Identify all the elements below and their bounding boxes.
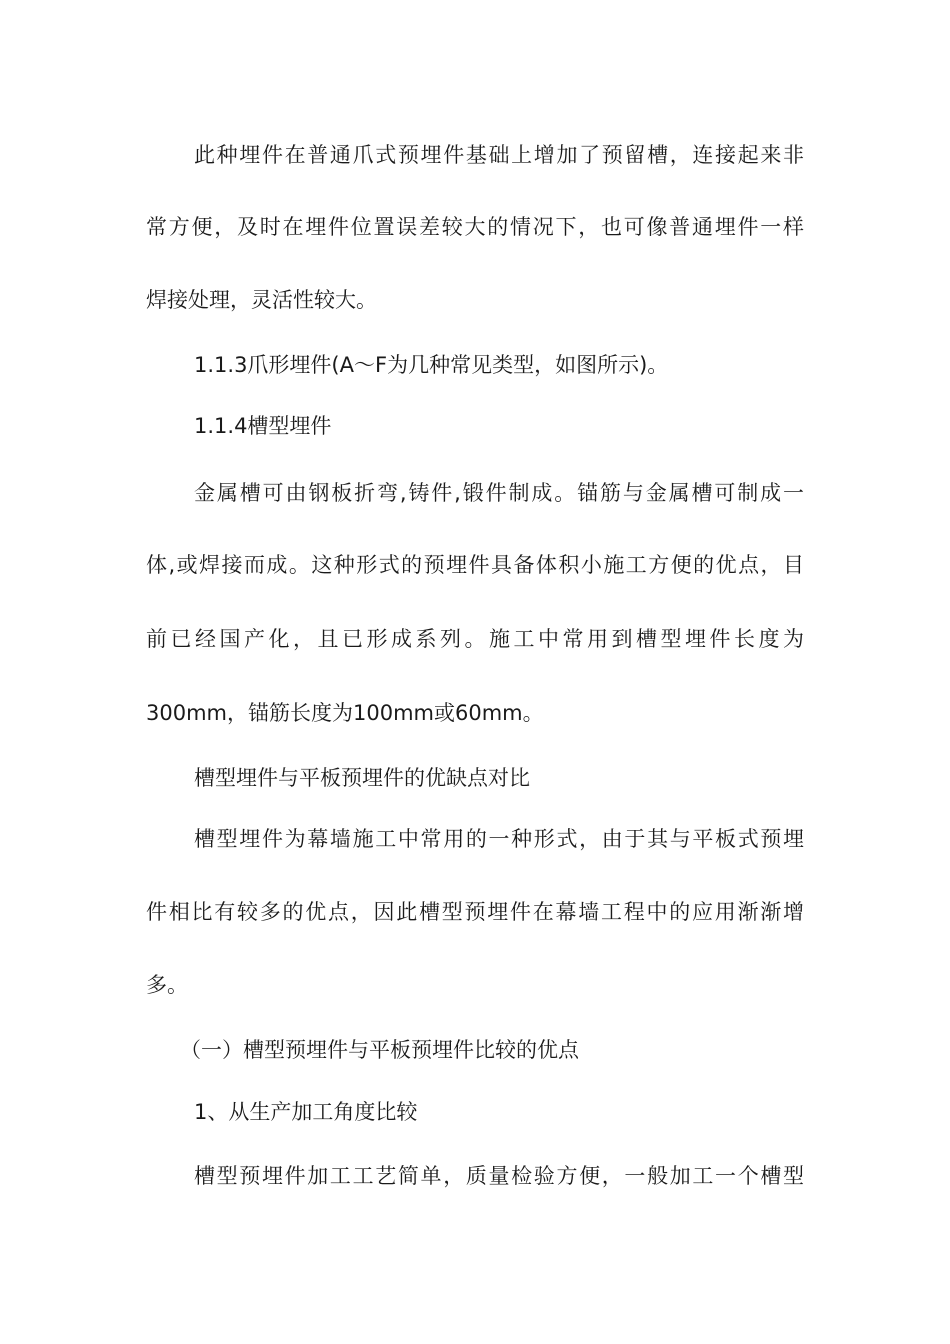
- paragraph-line: 焊接处理，灵活性较大。: [146, 288, 377, 312]
- section-heading: 1.1.3爪形埋件(A～F为几种常见类型，如图所示)。: [194, 353, 669, 377]
- paragraph-line: 槽型埋件为幕墙施工中常用的一种形式，由于其与平板式预埋: [194, 827, 804, 851]
- paragraph-line: 体,或焊接而成。这种形式的预埋件具备体积小施工方便的优点，目: [146, 553, 804, 577]
- paragraph-line: 多。: [146, 973, 188, 997]
- paragraph-line: 金属槽可由钢板折弯,铸件,锻件制成。锚筋与金属槽可制成一: [194, 481, 804, 505]
- paragraph-line: 件相比有较多的优点，因此槽型预埋件在幕墙工程中的应用渐渐增: [146, 900, 804, 924]
- section-heading: 槽型埋件与平板预埋件的优缺点对比: [194, 766, 530, 790]
- paragraph-line: 槽型预埋件加工工艺简单，质量检验方便，一般加工一个槽型: [194, 1164, 804, 1188]
- section-heading: 1、从生产加工角度比较: [194, 1100, 418, 1124]
- paragraph-line: 此种埋件在普通爪式预埋件基础上增加了预留槽，连接起来非: [194, 143, 804, 167]
- section-heading: 1.1.4槽型埋件: [194, 414, 332, 438]
- paragraph-line: 常方便，及时在埋件位置误差较大的情况下，也可像普通埋件一样: [146, 215, 804, 239]
- paragraph-line: 前已经国产化，且已形成系列。施工中常用到槽型埋件长度为: [146, 627, 804, 651]
- section-heading: （一）槽型预埋件与平板预埋件比较的优点: [180, 1038, 579, 1062]
- paragraph-line: 300mm，锚筋长度为100mm或60mm。: [146, 701, 544, 725]
